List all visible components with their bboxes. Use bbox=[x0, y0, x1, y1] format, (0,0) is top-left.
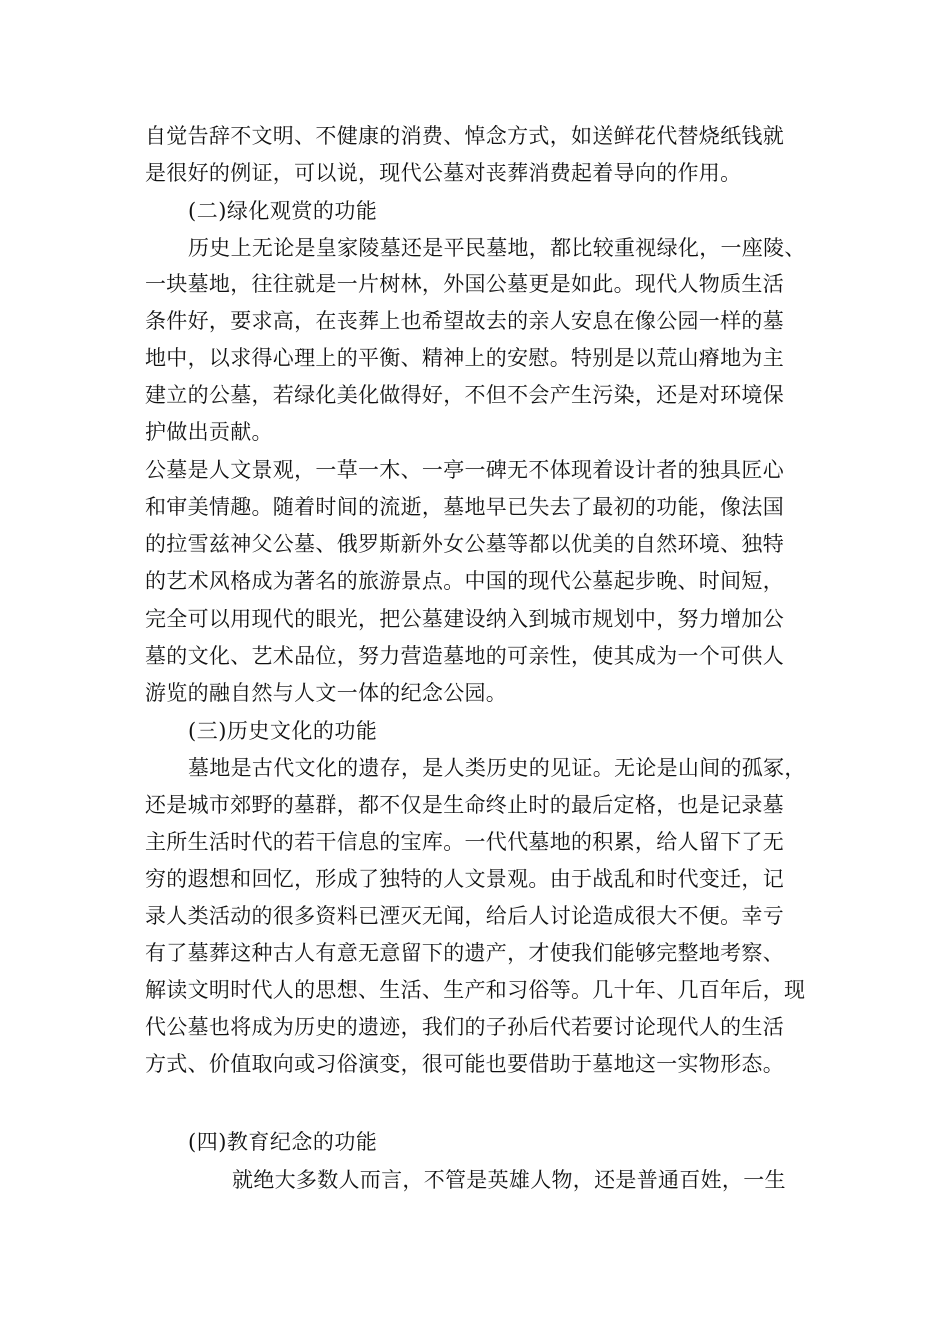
text-line: 有了墓葬这种古人有意无意留下的遗产，才使我们能够完整地考察、 bbox=[145, 941, 784, 965]
text-line: 建立的公墓，若绿化美化做得好，不但不会产生污染，还是对环境保 bbox=[145, 383, 784, 407]
text-line: 一块墓地，往往就是一片树林，外国公墓更是如此。现代人物质生活 bbox=[145, 272, 784, 296]
text-line: 墓地是古代文化的遗存，是人类历史的见证。无论是山间的孤冢， bbox=[188, 756, 806, 780]
text-line: 方式、价值取向或习俗演变，很可能也要借助于墓地这一实物形态。 bbox=[145, 1052, 784, 1076]
text-line: 还是城市郊野的墓群，都不仅是生命终止时的最后定格，也是记录墓 bbox=[145, 793, 784, 817]
text-line: 的艺术风格成为著名的旅游景点。中国的现代公墓起步晚、时间短， bbox=[145, 569, 784, 593]
text-line: 完全可以用现代的眼光，把公墓建设纳入到城市规划中，努力增加公 bbox=[145, 607, 784, 631]
section-heading-2: (二)绿化观赏的功能 bbox=[188, 199, 378, 223]
text-line: 录人类活动的很多资料已湮灭无闻，给后人讨论造成很大不便。幸亏 bbox=[145, 904, 784, 928]
text-line: 主所生活时代的若干信息的宝库。一代代墓地的积累，给人留下了无 bbox=[145, 830, 784, 854]
text-line: 的拉雪兹神父公墓、俄罗斯新外女公墓等都以优美的自然环境、独特 bbox=[145, 532, 784, 556]
text-line: 游览的融自然与人文一体的纪念公园。 bbox=[145, 681, 508, 705]
section-heading-3: (三)历史文化的功能 bbox=[188, 719, 378, 743]
text-line: 穷的遐想和回忆，形成了独特的人文景观。由于战乱和时代变迁，记 bbox=[145, 867, 784, 891]
text-line: 地中，以求得心理上的平衡、精神上的安慰。特别是以荒山瘠地为主 bbox=[145, 346, 784, 370]
text-line: 和审美情趣。随着时间的流逝，墓地早已失去了最初的功能，像法国 bbox=[145, 495, 784, 519]
text-line: 代公墓也将成为历史的遗迹，我们的子孙后代若要讨论现代人的生活 bbox=[145, 1015, 784, 1039]
text-line: 解读文明时代人的思想、生活、生产和习俗等。几十年、几百年后，现 bbox=[145, 978, 806, 1002]
text-line: 就绝大多数人而言，不管是英雄人物，还是普通百姓，一生 bbox=[232, 1168, 786, 1192]
section-heading-4: (四)教育纪念的功能 bbox=[188, 1130, 378, 1154]
text-line: 护做出贡献。 bbox=[145, 420, 273, 444]
text-line: 条件好，要求高，在丧葬上也希望故去的亲人安息在像公园一样的墓 bbox=[145, 309, 784, 333]
text-line: 自觉告辞不文明、不健康的消费、悼念方式，如送鲜花代替烧纸钱就 bbox=[145, 124, 784, 148]
text-line: 是很好的例证，可以说，现代公墓对丧葬消费起着导向的作用。 bbox=[145, 161, 742, 185]
text-line: 历史上无论是皇家陵墓还是平民墓地，都比较重视绿化，一座陵、 bbox=[188, 236, 806, 260]
text-line: 墓的文化、艺术品位，努力营造墓地的可亲性，使其成为一个可供人 bbox=[145, 644, 784, 668]
text-line: 公墓是人文景观，一草一木、一亭一碑无不体现着设计者的独具匠心 bbox=[145, 458, 784, 482]
